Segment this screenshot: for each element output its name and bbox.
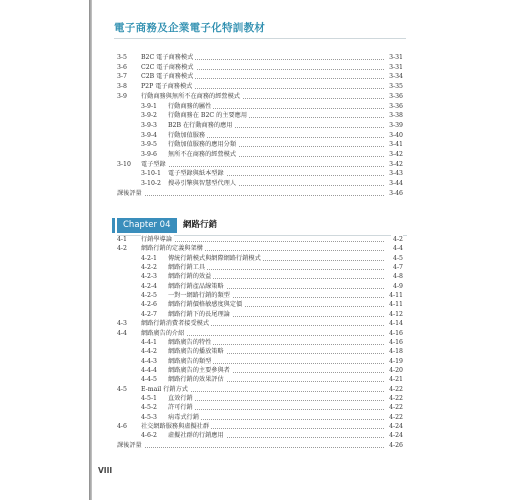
toc-entry-page: 4-4 [393, 245, 403, 253]
toc-entry-title: C2B 電子商務模式 [141, 73, 194, 81]
toc-entry-title: 課後評量 [117, 441, 142, 449]
toc-entry-page: 3-36 [389, 92, 403, 100]
toc-entry [0, 111, 520, 121]
toc-entry-page: 4-2 [393, 236, 403, 243]
toc-entry-number: 4-2-6 [141, 301, 157, 309]
toc-entry [0, 82, 520, 92]
toc-entry-number: 3-6 [117, 63, 127, 71]
toc-entry-page: 4-5 [393, 254, 403, 262]
toc-entry-number: 3-10-1 [141, 170, 161, 178]
toc-entry-number: 4-2-1 [141, 254, 157, 262]
toc-entry-page: 4-22 [389, 413, 403, 421]
toc-entry-title: P2P 電子商務模式 [141, 83, 193, 91]
toc-entry-title: 網路行銷的效益 [168, 273, 212, 281]
toc-entry-page: 3-34 [389, 73, 403, 81]
toc-entry-number: 3-9-5 [141, 141, 157, 149]
toc-leader-dots [141, 166, 384, 167]
chapter-title: 網路行銷 [183, 220, 218, 230]
toc-entry-title: 病毒式行銷 [168, 413, 199, 421]
toc-entry-number: 3-9-6 [141, 151, 157, 158]
toc-entry-title: 社交網路服務與虛擬社群 [141, 423, 210, 430]
toc-entry-page: 4-14 [389, 320, 403, 328]
toc-entry-page: 3-39 [389, 121, 403, 129]
toc-entry-page: 4-16 [389, 329, 403, 337]
toc-entry-number: 3-10 [117, 160, 131, 168]
toc-entry-page: 3-38 [389, 112, 403, 120]
toc-entry-page: 3-31 [389, 63, 403, 71]
toc-entry-title: 一對一網路行銷的類型 [168, 292, 230, 300]
toc-entry-number: 4-5-3 [141, 413, 157, 421]
toc-entry-number: 3-9-2 [141, 112, 157, 120]
toc-entry [0, 131, 520, 141]
running-header: 電子商務及企業電子化特訓教材 [114, 22, 266, 34]
toc-entry-number: 3-9-3 [141, 121, 157, 129]
toc-entry-title: 無所不在商務的經營模式 [168, 151, 237, 158]
toc-entry-number: 3-5 [117, 54, 127, 61]
toc-entry-title: 網路廣告的特性 [168, 338, 212, 346]
toc-entry-page: 3-44 [389, 180, 403, 188]
toc-entry-page: 4-18 [389, 348, 403, 356]
toc-entry-page: 3-46 [389, 189, 403, 197]
toc-entry-title: 網路廣告的介紹 [141, 329, 185, 337]
toc-entry-number: 4-4-2 [141, 348, 157, 356]
chapter-heading [117, 218, 407, 236]
toc-entry-number: 4-4 [117, 329, 127, 337]
toc-entry [0, 102, 520, 112]
page-number: VIII [98, 466, 113, 475]
toc-entry-title: 行銷學導論 [141, 236, 172, 243]
toc-entry-page: 4-9 [393, 282, 403, 290]
toc-entry-number: 4-6 [117, 423, 127, 430]
toc-entry-number: 4-5 [117, 385, 127, 393]
toc-entry-title: 直效行銷 [168, 394, 193, 402]
toc-leader-dots [141, 241, 384, 242]
toc-entry-page: 4-22 [389, 404, 403, 412]
toc-entry-number: 4-3 [117, 320, 127, 328]
toc-entry-title: 網路行銷工具 [168, 264, 206, 272]
toc-entry [0, 140, 520, 150]
toc-entry-page: 4-20 [389, 366, 403, 374]
toc-entry [0, 169, 520, 179]
toc-entry [0, 53, 520, 63]
toc-entry-page: 4-11 [389, 292, 403, 300]
toc-entry-page: 3-42 [389, 160, 403, 168]
toc-entry-number: 3-8 [117, 83, 127, 91]
toc-entry-page: 3-41 [389, 141, 403, 149]
toc-entry-number: 4-4-1 [141, 338, 157, 346]
toc-entry-title: 許可行銷 [168, 404, 193, 412]
toc-entry-number: 3-10-2 [141, 180, 161, 188]
toc-entry-number: 3-9-4 [141, 131, 157, 139]
toc-leader-dots [117, 195, 384, 196]
toc-entry [0, 179, 520, 189]
toc-entry-page: 4-7 [393, 264, 403, 272]
chapter-badge: Chapter 04 [117, 218, 177, 233]
toc-entry-page: 4-12 [389, 310, 403, 318]
toc-entry-number: 4-4-4 [141, 366, 157, 374]
toc-entry [0, 121, 520, 131]
toc-entry-page: 3-43 [389, 170, 403, 178]
toc-entry-page: 4-11 [389, 301, 403, 309]
toc-entry-number: 4-1 [117, 236, 127, 243]
toc-entry-title: 電子型錄 [141, 160, 166, 168]
toc-entry-page: 3-36 [389, 102, 403, 110]
toc-entry [0, 441, 520, 451]
toc-entry-title: 網路廣告的播放策略 [168, 348, 224, 356]
toc-entry-title: 行動商務在 B2C 的主要應用 [168, 112, 248, 120]
toc-entry-number: 4-2-7 [141, 310, 157, 318]
toc-entry-page: 4-22 [389, 385, 403, 393]
toc-entry-page: 3-31 [389, 54, 403, 61]
toc-entry-number: 4-2-3 [141, 273, 157, 281]
toc-entry-number: 4-5-2 [141, 404, 157, 412]
toc-entry-number: 4-4-3 [141, 357, 157, 365]
toc-entry-page: 4-24 [389, 432, 403, 440]
toc-entry-page: 4-22 [389, 394, 403, 402]
toc-entry-page: 4-19 [389, 357, 403, 365]
toc-entry-number: 4-2-2 [141, 264, 157, 272]
toc-entry-page: 4-26 [389, 441, 403, 449]
toc-entry-number: 4-2-4 [141, 282, 157, 290]
toc-entry-title: 搜尋引擎與智慧型代理人 [168, 180, 237, 188]
toc-entry [0, 160, 520, 170]
toc-entry [0, 92, 520, 102]
toc-entry-title: 網路行銷價格敏感度與定價 [168, 301, 243, 309]
toc-entry-title: 網路廣告的主要參與者 [168, 366, 230, 374]
toc-entry-title: 網路行銷產品線策略 [168, 282, 224, 290]
toc-entry-number: 4-2 [117, 245, 127, 253]
header-rule [114, 38, 406, 39]
toc-entry-page: 4-8 [393, 273, 403, 281]
toc-entry [0, 150, 520, 160]
toc-entry [0, 189, 520, 199]
toc-entry-title: B2C 電子商務模式 [141, 54, 194, 61]
toc-entry-title: 網路行銷的定義與架構 [141, 245, 203, 253]
toc-leader-dots [168, 400, 384, 401]
toc-entry-title: B2B 在行動商務的應用 [168, 121, 233, 129]
toc-entry-number: 4-2-5 [141, 292, 157, 300]
toc-entry-title: 電子型錄與紙本型錄 [168, 170, 224, 178]
toc-entry-number: 3-7 [117, 73, 127, 81]
toc-entry-title: 行動加值服務 [168, 131, 206, 139]
toc-entry-page: 3-42 [389, 151, 403, 158]
toc-entry-number: 3-9 [117, 92, 127, 100]
toc-entry-number: 4-6-2 [141, 432, 157, 440]
toc-entry-title: 網路廣告的類型 [168, 357, 212, 365]
toc-leader-dots [117, 447, 384, 448]
toc-entry-title: 行動商務的屬性 [168, 102, 212, 110]
toc-entry-number: 3-9-1 [141, 102, 157, 110]
toc-entry-title: 網路行銷的效果評估 [168, 376, 224, 384]
toc-entry-page: 3-40 [389, 131, 403, 139]
toc-leader-dots [168, 409, 384, 410]
toc-entry-number: 4-4-5 [141, 376, 157, 384]
toc-entry-title: 傳統行銷模式與網際網路行銷模式 [168, 254, 261, 262]
toc-entry-title: 行動加值服務的應用分類 [168, 141, 237, 149]
toc-entry [0, 63, 520, 73]
toc-entry-page: 4-21 [389, 376, 403, 384]
toc-entry-title: 網路行銷消費者接受模式 [141, 320, 210, 328]
toc-entry-number: 4-5-1 [141, 394, 157, 402]
toc-entry-page: 3-35 [389, 83, 403, 91]
toc-entry-title: 網路行銷下的長尾理論 [168, 310, 230, 318]
toc-entry-page: 4-16 [389, 338, 403, 346]
toc-entry-title: 虛擬社群的行銷應用 [168, 432, 224, 440]
toc-entry-title: 課後評量 [117, 189, 142, 197]
toc-entry-title: C2C 電子商務模式 [141, 63, 194, 71]
toc-entry-title: E-mail 行銷方式 [141, 385, 188, 393]
toc-entry [0, 72, 520, 82]
toc-entry-page: 4-24 [389, 423, 403, 430]
toc-entry-title: 行動商務與無所不在商務的經營模式 [141, 92, 240, 100]
